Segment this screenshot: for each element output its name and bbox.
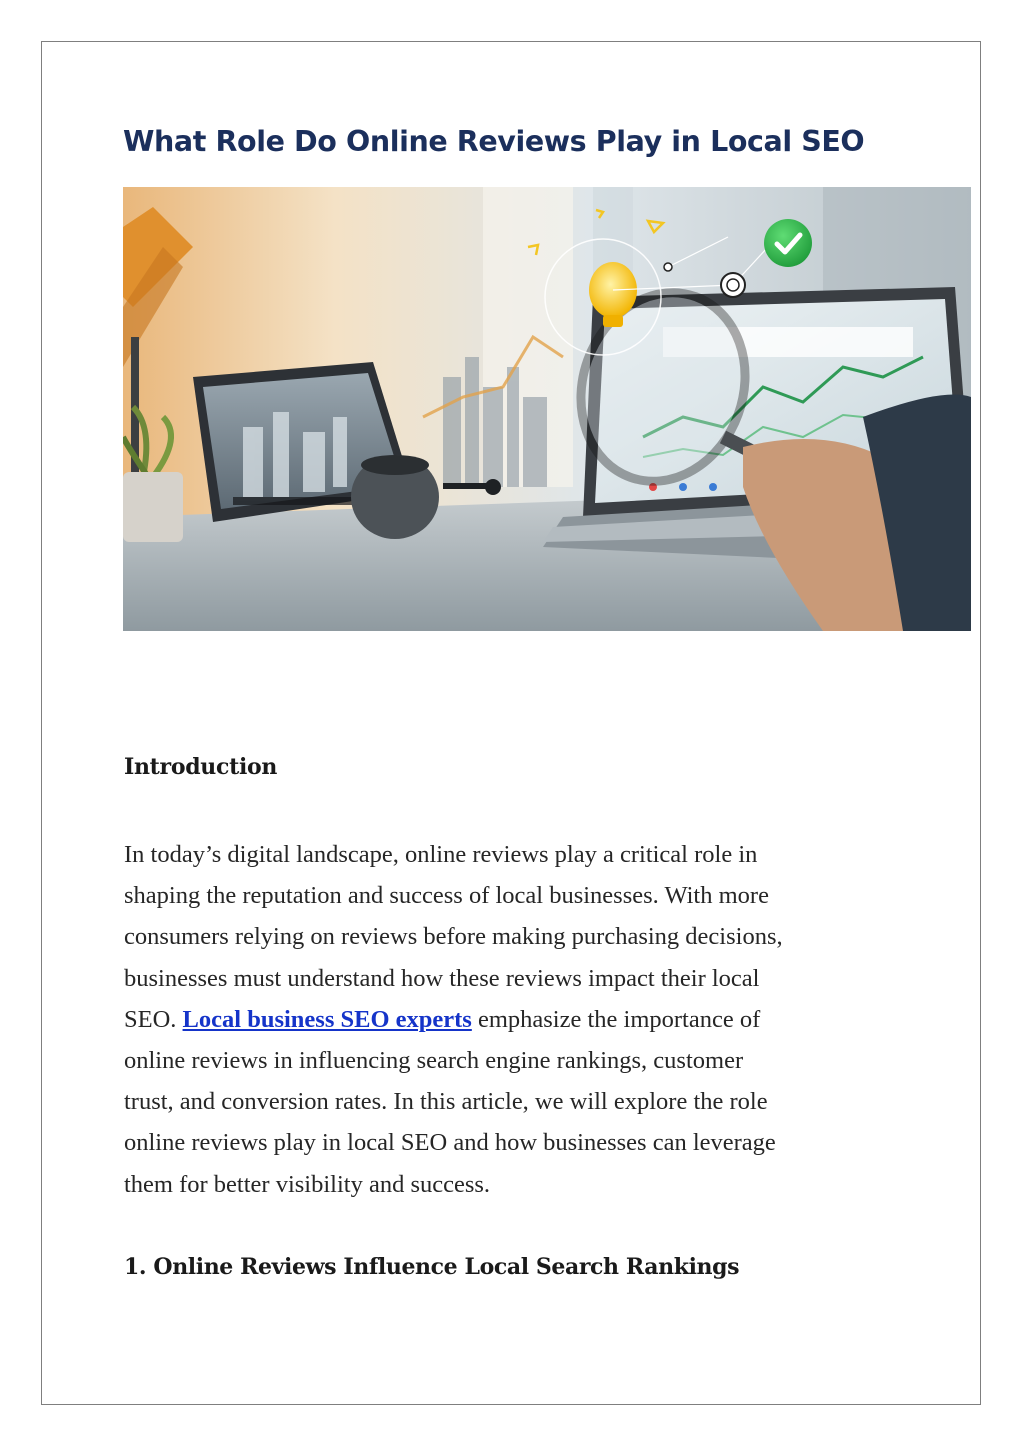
intro-line-prefix: SEO. [124, 1005, 177, 1033]
intro-line: In today’s digital landscape, online reviews play a critical role in [124, 841, 758, 868]
intro-line: businesses must understand how these reviews impact their local [124, 964, 760, 992]
section-1-heading: 1. Online Reviews Influence Local Search Rankings [124, 1254, 740, 1280]
local-seo-experts-link[interactable]: Local business SEO experts [182, 1005, 472, 1033]
hero-image [123, 187, 971, 631]
intro-line: consumers relying on reviews before making purchasing decisions, [124, 923, 783, 951]
intro-line: online reviews play in local SEO and how businesses can leverage [124, 1129, 776, 1157]
intro-line: trust, and conversion rates. In this article, we will explore the role [124, 1088, 768, 1116]
intro-line: them for better visibility and success. [124, 1170, 491, 1198]
intro-line-suffix: emphasize the importance of [477, 1005, 761, 1033]
document-title: What Role Do Online Reviews Play in Local SEO [123, 125, 865, 158]
intro-line: shaping the reputation and success of local businesses. With more [124, 882, 769, 910]
intro-line: online reviews in influencing search engine rankings, customer [124, 1047, 744, 1075]
intro-link-line [124, 999, 924, 1040]
intro-heading: Introduction [124, 754, 278, 780]
intro-paragraph [124, 834, 924, 1205]
